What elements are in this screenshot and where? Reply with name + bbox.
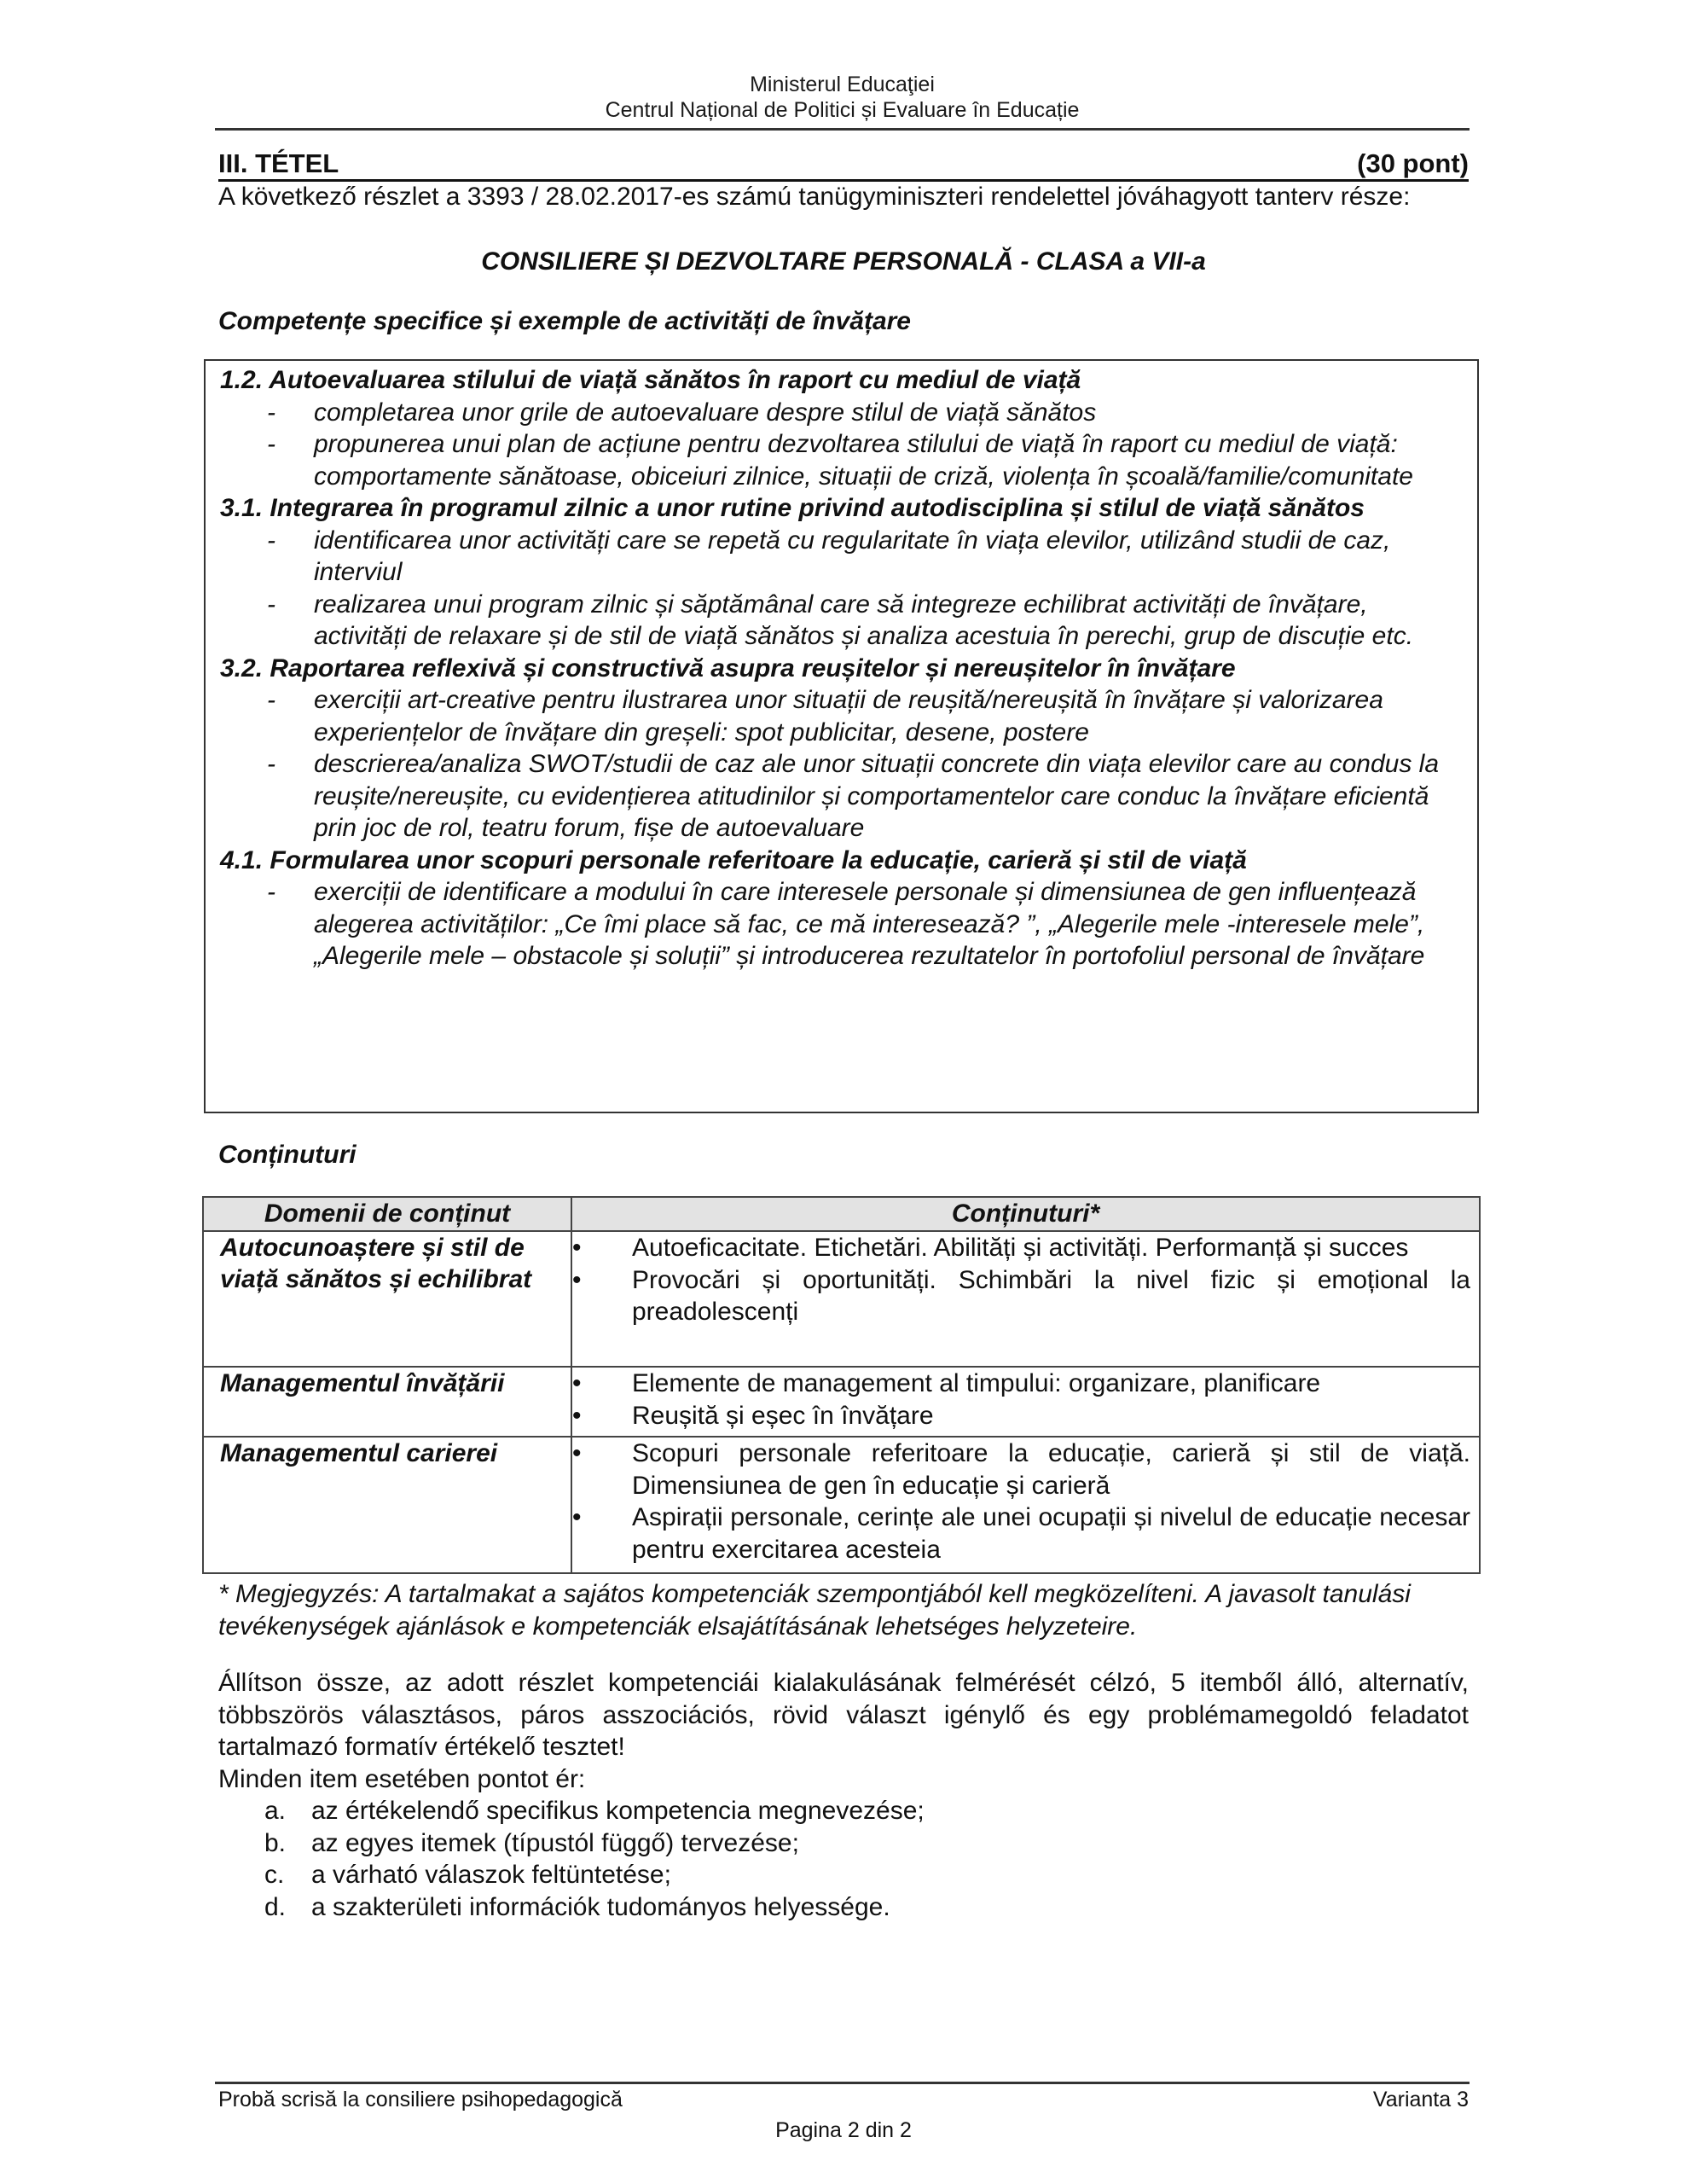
footnote: * Megjegyzés: A tartalmakat a sajátos kompetenciák szempontjából kell megközelíteni. A javasolt tanulási tevékenységek ajánlások e kompetenciák elsajátításának lehetséges helyzeteire. [218, 1580, 1411, 1641]
continuturi-heading: Conținuturi [218, 1141, 357, 1169]
criteria-item: d. a szakterületi információk tudományos helyessége. [264, 1892, 890, 1921]
table-header-row [203, 1197, 1480, 1231]
competence-title: 1.2. Autoevaluarea stilului de viață sănătos în raport cu mediul de viață [220, 366, 1081, 394]
bullet-icon: • [572, 1234, 582, 1262]
activity-item: - realizarea unui program zilnic și săptămânal care să integreze echilibrat activități de învățare, activități de relaxare și de stil de viață sănătos și analiza acestuia în perechi, grup de discuție etc. [220, 589, 1465, 653]
section-title: III. TÉTEL [218, 148, 339, 178]
domain-cell: Managementul carierei [203, 1437, 571, 1573]
bullet-icon: • [572, 1503, 582, 1531]
bullet-icon: • [572, 1265, 582, 1294]
intro-text: A következő részlet a 3393 / 28.02.2017-es számú tanügyminiszteri rendelettel jóváhagyott tanterv része: [218, 183, 1411, 211]
task-block [218, 1667, 1469, 1923]
section-title-row [218, 147, 1469, 182]
activity-item: - exerciții art-creative pentru ilustrarea unor situații de reușită/nereușită în învățare și valorizarea experiențelor de învățare din greșeli: spot publicitar, desene, postere [220, 684, 1465, 748]
ministry-name: Ministerul Educaţiei [750, 73, 935, 96]
footer-divider [215, 2082, 1470, 2084]
column-header-contents: Conținuturi* [571, 1197, 1480, 1231]
dash-marker: - [267, 398, 275, 427]
competence-title: 3.1. Integrarea în programul zilnic a unor rutine privind autodisciplina și stilul de viață sănătos [220, 494, 1365, 522]
competence-title: 4.1. Formularea unor scopuri personale referitoare la educație, carieră și stil de viață [220, 845, 1247, 874]
table-row [203, 1231, 1480, 1367]
subject-title: CONSILIERE ȘI DEZVOLTARE PERSONALĂ - CLASA a VII-a [481, 247, 1206, 276]
variant-label: Varianta 3 [1372, 2088, 1469, 2111]
dash-marker: - [267, 590, 275, 619]
competences-box [204, 359, 1479, 1113]
exam-name: Probă scrisă la consiliere psihopedagogică [218, 2088, 623, 2111]
page-footer [218, 2087, 1469, 2112]
content-item: • Autoeficacitate. Etichetări. Abilități și activități. Performanță și succes [572, 1232, 1470, 1264]
activity-item: - completarea unor grile de autoevaluare despre stilul de viață sănătos [220, 397, 1465, 429]
activity-item: - exerciții de identificare a modului în care interesele personale și dimensiunea de gen influențează alegerea activităților: „Ce îmi place să fac, ce mă interesează? ”, „Alegerile mele -interesele mele”, „Alegerile mele – obstacole și soluții” și introducerea rezultatelor în portofoliul personal de învățare [220, 876, 1465, 973]
center-name: Centrul Național de Politici și Evaluare în Educație [605, 98, 1080, 122]
criteria-list [218, 1795, 1469, 1923]
content-item: • Scopuri personale referitoare la educație, carieră și stil de viață. Dimensiunea de gen în educație și carieră [572, 1439, 1470, 1500]
bullet-icon: • [572, 1369, 582, 1397]
content-item: • Provocări și oportunități. Schimbări la nivel fizic și emoțional la preadolescenți [572, 1265, 1470, 1326]
section-points: (30 pont) [1357, 148, 1469, 178]
column-header-domains: Domenii de conținut [203, 1197, 571, 1231]
task-instruction: Állítson össze, az adott részlet kompetenciái kialakulásának felmérését célzó, 5 itemből álló, alternatív, többszörös választásos, páros asszociációs, rövid választ igénylő és egy problémamegoldó feladatot tartalmazó formatív értékelő tesztet! [218, 1669, 1469, 1761]
activity-item: - identificarea unor activități care se repetă cu regularitate în viața elevilor, utilizând studii de caz, interviul [220, 525, 1465, 589]
criteria-intro: Minden item esetében pontot ér: [218, 1764, 586, 1793]
bullet-icon: • [572, 1439, 582, 1467]
dash-marker: - [267, 686, 275, 714]
page-number: Pagina 2 din 2 [775, 2118, 912, 2142]
dash-marker: - [267, 878, 275, 906]
bullet-icon: • [572, 1401, 582, 1430]
dash-marker: - [267, 750, 275, 778]
activity-item: - propunerea unui plan de acțiune pentru dezvoltarea stilului de viață în raport cu mediul de viață: comportamente sănătoase, obiceiuri zilnice, situații de criză, violența în școală/familie/comunitate [220, 428, 1465, 492]
dash-marker: - [267, 526, 275, 555]
competence-title: 3.2. Raportarea reflexivă și constructivă asupra reușitelor și nereușitelor în învățare [220, 653, 1236, 682]
contents-table [202, 1196, 1481, 1574]
competente-heading: Competențe specifice și exemple de activități de învățare [218, 307, 911, 335]
content-item: • Reușită și eșec în învățare [572, 1400, 1470, 1432]
contents-cell [571, 1367, 1480, 1437]
header-divider [215, 128, 1470, 131]
table-row [203, 1437, 1480, 1573]
domain-cell: Autocunoaștere și stil de viață sănătos și echilibrat [203, 1231, 571, 1367]
criteria-item: c. a várható válaszok feltüntetése; [264, 1861, 671, 1889]
criteria-item: a. az értékelendő specifikus kompetencia megnevezése; [264, 1797, 925, 1825]
content-item: • Elemente de management al timpului: organizare, planificare [572, 1368, 1470, 1400]
domain-cell: Managementul învățării [203, 1367, 571, 1437]
content-item: • Aspirații personale, cerințe ale unei ocupații și nivelul de educație necesar pentru exercitarea acesteia [572, 1503, 1470, 1564]
activity-item: - descrierea/analiza SWOT/studii de caz ale unor situații concrete din viața elevilor care au condus la reușite/nereușite, cu evidențierea atitudinilor și comportamentelor care conduc la învățare eficientă prin joc de rol, teatru forum, fișe de autoevaluare [220, 748, 1465, 845]
criteria-item: b. az egyes itemek (típustól függő) tervezése; [264, 1828, 799, 1857]
contents-cell [571, 1231, 1480, 1367]
dash-marker: - [267, 430, 275, 458]
contents-cell [571, 1437, 1480, 1573]
table-row [203, 1367, 1480, 1437]
page-header [215, 72, 1470, 123]
